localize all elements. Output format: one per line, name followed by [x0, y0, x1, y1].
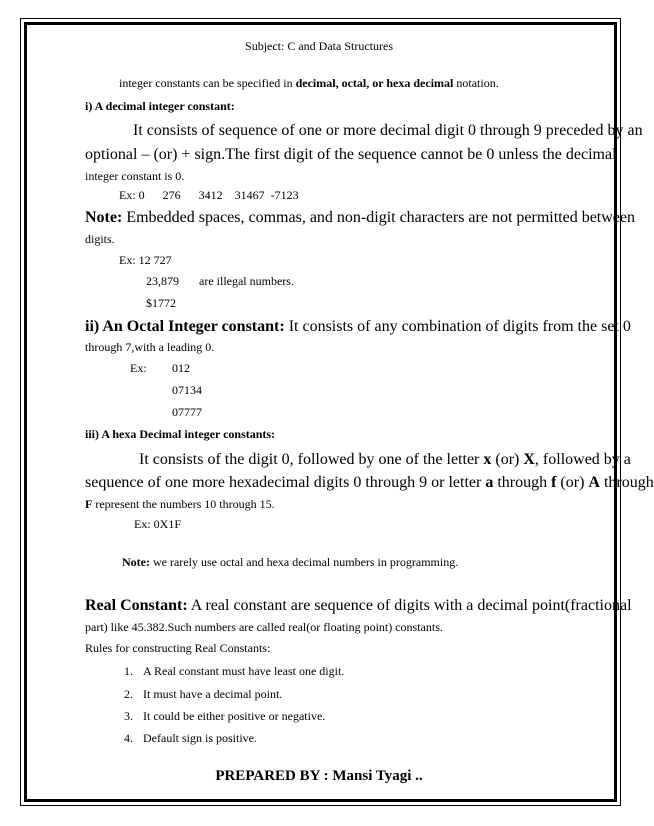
real-line2: part) like 45.382.Such numbers are called real(or floating point) constants. [85, 620, 443, 634]
intro-pre: integer constants can be specified in [119, 76, 296, 90]
intro-line [119, 76, 499, 91]
hexa-heading: iii) A hexa Decimal integer constants: [85, 427, 276, 441]
real-label: Real Constant: [85, 597, 188, 614]
page-header: Subject: C and Data Structures [245, 39, 393, 53]
note2-label: Note: [122, 555, 150, 569]
hexa-line1: It consists of the digit 0, followed by one of the letter x (or) X, followed by a [139, 451, 631, 468]
octal-ex-label: Ex: [130, 361, 147, 375]
octal-heading: ii) An Octal Integer constant: [85, 318, 285, 335]
note1-line1: Note: Embedded spaces, commas, and non-digit characters are not permitted between [85, 209, 636, 226]
footer: PREPARED BY : Mansi Tyagi .. [215, 768, 423, 784]
note1-label: Note: [85, 209, 123, 226]
intro-bold: decimal, octal, or hexa decimal [295, 76, 454, 90]
decimal-line3: integer constant is 0. [85, 169, 185, 183]
real-rules-title: Rules for constructing Real Constants: [85, 641, 271, 655]
decimal-line1: It consists of sequence of one or more decimal digit 0 through 9 preceded by an [133, 122, 643, 139]
rule-item: 1. A Real constant must have least one digit. [124, 664, 345, 678]
hexa-example: Ex: 0X1F [134, 517, 182, 531]
note2-line: Note: we rarely use octal and hexa decimal numbers in programming. [122, 555, 459, 569]
illegal-ex3: $1772 [146, 296, 176, 310]
hexa-line3: F represent the numbers 10 through 15. [85, 497, 275, 511]
illegal-ex2b: are illegal numbers. [199, 274, 294, 288]
decimal-heading: i) A decimal integer constant: [85, 99, 235, 113]
octal-line1: ii) An Octal Integer constant: It consists of any combination of digits from the set 0 [85, 318, 631, 335]
octal-value: 012 [172, 361, 190, 375]
hexa-line2: sequence of one more hexadecimal digits 0 through 9 or letter a through f (or) A through [85, 474, 654, 491]
real-line1: Real Constant: A real constant are sequence of digits with a decimal point(fractional [85, 597, 632, 614]
rule-item: 3. It could be either positive or negative. [124, 709, 326, 723]
illegal-ex2a: 23,879 [146, 274, 179, 288]
rule-item: 2. It must have a decimal point. [124, 687, 283, 701]
octal-value: 07134 [172, 383, 202, 397]
decimal-example: Ex: 0 276 3412 31467 -7123 [119, 188, 299, 202]
note1-line2: digits. [85, 232, 115, 246]
rule-item: 4. Default sign is positive. [124, 731, 257, 745]
intro-post: notation. [453, 76, 499, 90]
octal-value: 07777 [172, 405, 202, 419]
illegal-ex1: Ex: 12 727 [119, 253, 172, 267]
octal-line2: through 7,with a leading 0. [85, 340, 215, 354]
decimal-line2: optional – (or) + sign.The first digit of the sequence cannot be 0 unless the decimal [85, 146, 617, 163]
